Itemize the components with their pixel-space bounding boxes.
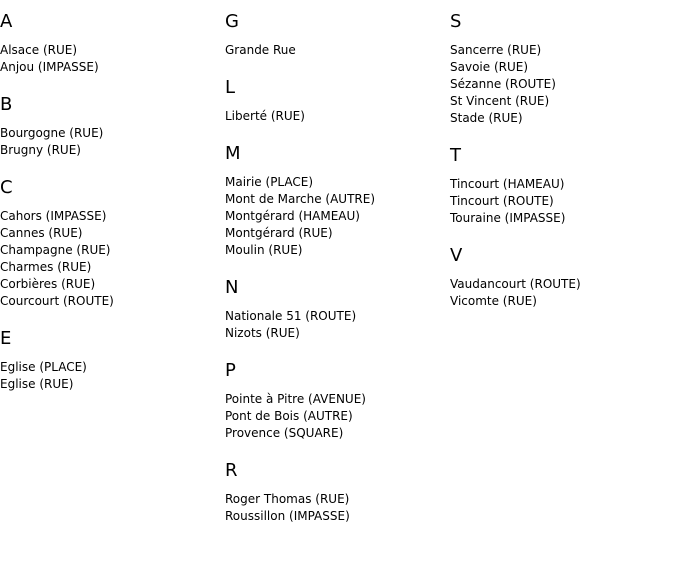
letter-group [225, 76, 445, 125]
street-link[interactable]: Anjou (IMPASSE) [0, 60, 99, 74]
street-list [450, 42, 670, 127]
letter-heading: B [0, 94, 13, 115]
letter-group [225, 10, 445, 59]
street-link[interactable]: Nationale 51 (ROUTE) [225, 309, 357, 323]
letter-heading: V [450, 245, 463, 266]
street-link[interactable]: Stade (RUE) [450, 111, 523, 125]
letter-group [225, 459, 445, 525]
street-list [225, 174, 445, 259]
street-link[interactable]: Mairie (PLACE) [225, 175, 314, 189]
street-link[interactable]: Roger Thomas (RUE) [225, 492, 350, 506]
street-link[interactable]: Nizots (RUE) [225, 326, 300, 340]
letter-group [225, 276, 445, 342]
street-list [225, 42, 445, 59]
street-link[interactable]: Sézanne (ROUTE) [450, 77, 556, 91]
letter-heading: P [225, 360, 236, 381]
street-link[interactable]: Bourgogne (RUE) [0, 126, 104, 140]
letter-heading: N [225, 277, 239, 298]
street-link[interactable]: Cahors (IMPASSE) [0, 209, 107, 223]
street-link[interactable]: Montgérard (HAMEAU) [225, 209, 360, 223]
street-link[interactable]: Savoie (RUE) [450, 60, 529, 74]
street-list [0, 359, 220, 393]
street-list [225, 108, 445, 125]
street-list [450, 276, 670, 310]
letter-group [225, 142, 445, 259]
street-link[interactable]: Tincourt (ROUTE) [450, 194, 554, 208]
street-link[interactable]: Charmes (RUE) [0, 260, 92, 274]
street-link[interactable]: Mont de Marche (AUTRE) [225, 192, 376, 206]
index-column [225, 10, 445, 542]
street-link[interactable]: Courcourt (ROUTE) [0, 294, 114, 308]
street-list [0, 125, 220, 159]
letter-heading: R [225, 460, 238, 481]
letter-heading: L [225, 77, 236, 98]
letter-group [225, 359, 445, 442]
street-link[interactable]: Liberté (RUE) [225, 109, 305, 123]
letter-heading: S [450, 11, 462, 32]
street-list [225, 491, 445, 525]
letter-heading: A [0, 11, 13, 32]
letter-group [450, 244, 670, 310]
letter-heading: G [225, 11, 239, 32]
street-list [450, 176, 670, 227]
street-link[interactable]: Touraine (IMPASSE) [450, 211, 566, 225]
letter-heading: E [0, 328, 12, 349]
street-link[interactable]: Brugny (RUE) [0, 143, 81, 157]
street-list [0, 42, 220, 76]
letter-heading: C [0, 177, 13, 198]
index-column [450, 10, 670, 327]
street-list [225, 391, 445, 442]
street-link[interactable]: Tincourt (HAMEAU) [450, 177, 565, 191]
street-link[interactable]: Vicomte (RUE) [450, 294, 537, 308]
street-link[interactable]: Moulin (RUE) [225, 243, 303, 257]
street-link[interactable]: Pont de Bois (AUTRE) [225, 409, 353, 423]
letter-group [0, 176, 220, 310]
letter-heading: M [225, 143, 241, 164]
street-link[interactable]: Champagne (RUE) [0, 243, 111, 257]
street-link[interactable]: Roussillon (IMPASSE) [225, 509, 350, 523]
letter-group [0, 327, 220, 393]
street-link[interactable]: Vaudancourt (ROUTE) [450, 277, 581, 291]
street-link[interactable]: Pointe à Pitre (AVENUE) [225, 392, 366, 406]
street-link[interactable]: Grande Rue [225, 43, 296, 57]
street-list [225, 308, 445, 342]
letter-group [450, 144, 670, 227]
letter-group [0, 10, 220, 76]
street-link[interactable]: St Vincent (RUE) [450, 94, 550, 108]
street-list [0, 208, 220, 310]
index-column [0, 10, 220, 410]
letter-group [0, 93, 220, 159]
letter-group [450, 10, 670, 127]
street-link[interactable]: Eglise (PLACE) [0, 360, 87, 374]
street-link[interactable]: Alsace (RUE) [0, 43, 78, 57]
street-link[interactable]: Corbières (RUE) [0, 277, 96, 291]
street-link[interactable]: Sancerre (RUE) [450, 43, 542, 57]
street-link[interactable]: Eglise (RUE) [0, 377, 74, 391]
street-link[interactable]: Provence (SQUARE) [225, 426, 344, 440]
street-link[interactable]: Montgérard (RUE) [225, 226, 333, 240]
letter-heading: T [450, 145, 461, 166]
street-link[interactable]: Cannes (RUE) [0, 226, 83, 240]
